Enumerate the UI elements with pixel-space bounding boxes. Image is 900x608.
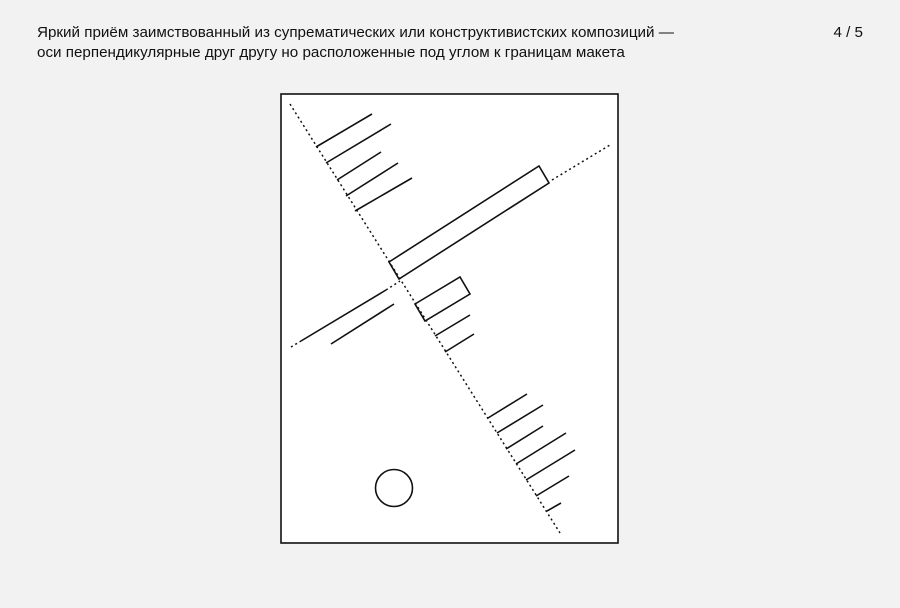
caption-line-2: оси перпендикулярные друг другу но расположенные под углом к границам макета [37,44,625,61]
sheet-frame [281,94,618,543]
page-counter: 4 / 5 [833,24,863,41]
caption-line-1: Яркий приём заимствованный из супрематических или конструктивистских композиций — [37,24,674,41]
